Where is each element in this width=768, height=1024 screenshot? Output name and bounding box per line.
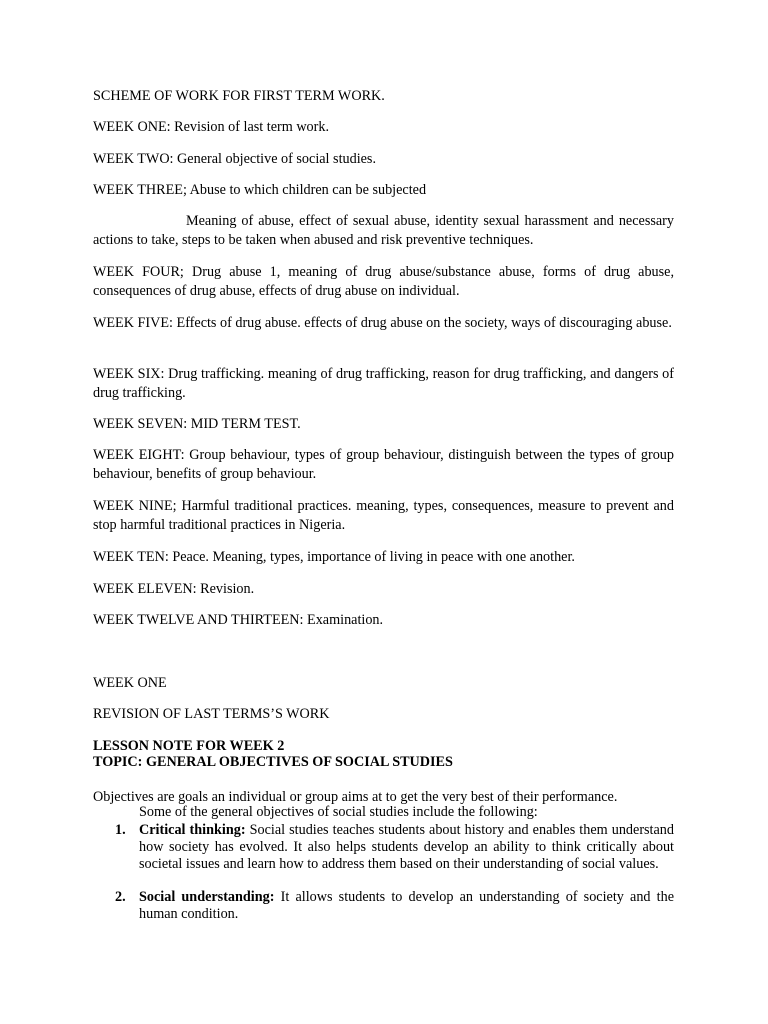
lesson-intro-2: Some of the general objectives of social studies include the following: <box>139 804 538 820</box>
scheme-week-nine: WEEK NINE; Harmful traditional practices. meaning, types, consequences, measure to prevent and stop harmful traditional practices in Nigeria. <box>93 498 674 533</box>
scheme-week-twelve: WEEK TWELVE AND THIRTEEN: Examination. <box>93 612 384 628</box>
scheme-week-one: WEEK ONE: Revision of last term work. <box>93 119 330 135</box>
objective-body <box>139 822 674 872</box>
scheme-week-five: WEEK FIVE: Effects of drug abuse. effects of drug abuse on the society, ways of discouraging abuse. <box>93 315 672 331</box>
objective-text: It allows students to develop an understanding of society and the human condition. <box>139 889 675 922</box>
scheme-week-eight: WEEK EIGHT: Group behaviour, types of group behaviour, distinguish between the types of group behaviour, benefits of group behaviour. <box>93 447 674 482</box>
scheme-week-eleven: WEEK ELEVEN: Revision. <box>93 581 255 597</box>
objective-number: 2. <box>115 889 126 905</box>
scheme-week-four: WEEK FOUR; Drug abuse 1, meaning of drug abuse/substance abuse, forms of drug abuse, consequences of drug abuse, effects of drug abuse on individual. <box>93 264 674 299</box>
scheme-week-three: WEEK THREE; Abuse to which children can be subjected <box>93 182 427 198</box>
lesson-intro: Objectives are goals an individual or group aims at to get the very best of their performance. <box>93 789 618 805</box>
scheme-week-two: WEEK TWO: General objective of social studies. <box>93 151 377 167</box>
week-one-subheading: REVISION OF LAST TERMS’S WORK <box>93 706 330 722</box>
objective-body <box>139 889 674 923</box>
objective-item <box>93 822 674 872</box>
scheme-title: SCHEME OF WORK FOR FIRST TERM WORK. <box>93 88 385 104</box>
week-one-heading: WEEK ONE <box>93 675 167 691</box>
objective-text: Social studies teaches students about history and enables them understand how society has evolved. It also helps students develop an ability to think critically about societal issues and learn how to address them based on their understanding of social values. <box>139 822 674 872</box>
lesson-topic: TOPIC: GENERAL OBJECTIVES OF SOCIAL STUDIES <box>93 754 453 770</box>
objective-term: Social understanding: <box>139 889 275 905</box>
lesson-heading: LESSON NOTE FOR WEEK 2 <box>93 738 285 754</box>
scheme-week-three-detail: Meaning of abuse, effect of sexual abuse, identity sexual harassment and necessary actions to take, steps to be taken when abused and risk preventive techniques. <box>93 213 674 248</box>
objective-item <box>93 889 674 923</box>
scheme-week-ten: WEEK TEN: Peace. Meaning, types, importance of living in peace with one another. <box>93 549 575 565</box>
scheme-week-six: WEEK SIX: Drug trafficking. meaning of drug trafficking, reason for drug trafficking, and dangers of drug trafficking. <box>93 366 674 401</box>
objective-number: 1. <box>115 822 126 838</box>
objective-term: Critical thinking: <box>139 822 246 838</box>
scheme-week-seven: WEEK SEVEN: MID TERM TEST. <box>93 416 301 432</box>
